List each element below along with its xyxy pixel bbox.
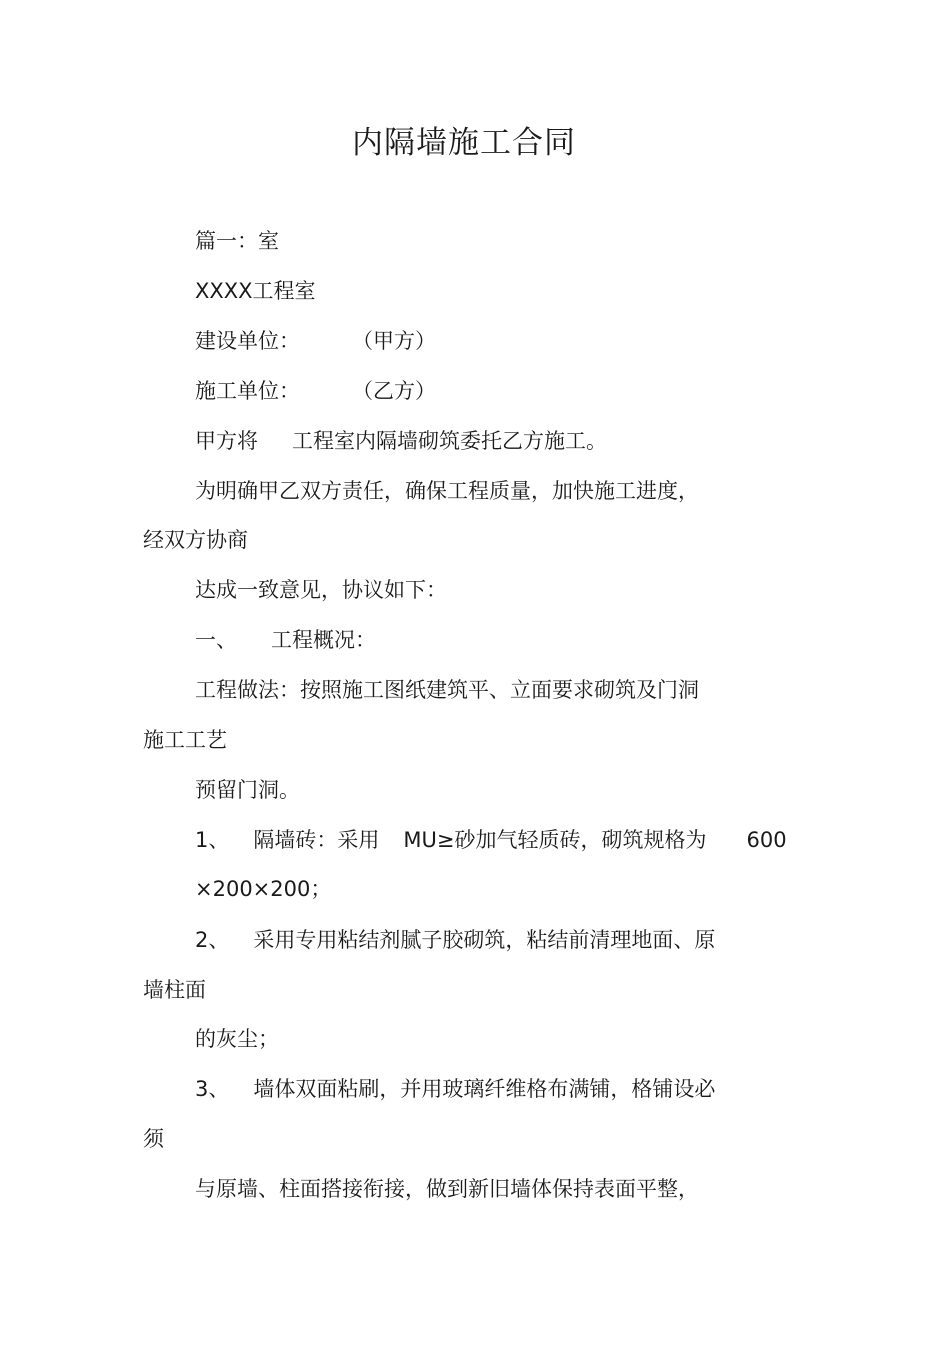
list-text: 600 (746, 828, 787, 852)
clause-title: 工程概况： (271, 628, 376, 652)
list-number: 2、 (195, 928, 230, 952)
party-a-line (195, 326, 436, 356)
body-paragraph-line: 为明确甲乙双方责任，确保工程质量，加快施工进度， (195, 479, 699, 503)
list-item-2 (195, 925, 715, 955)
list-item-3-cont: 与原墙、柱面搭接衔接，做到新旧墙体保持表面平整， (195, 1177, 699, 1201)
section-heading: 篇一：室 (195, 229, 279, 253)
body-paragraph-line: 工程做法：按照施工图纸建筑平、立面要求砌筑及门洞 (195, 678, 699, 702)
list-item-3-cont: 须 (143, 1127, 164, 1151)
list-text: MU≥砂加气轻质砖，砌筑规格为 (403, 828, 707, 852)
list-item-2-cont: 的灰尘； (195, 1027, 279, 1051)
list-item-1 (195, 825, 787, 855)
party-b-line (195, 376, 436, 406)
list-text: 墙体双面粘刷，并用玻璃纤维格布满铺，格铺设必 (253, 1077, 716, 1101)
commission-text-end: 工程室内隔墙砌筑委托乙方施工。 (292, 429, 607, 453)
clause-heading (195, 625, 376, 655)
party-a-label: 建设单位： (195, 329, 300, 353)
list-number: 3、 (195, 1077, 230, 1101)
list-item-3 (195, 1074, 715, 1104)
body-paragraph-line: 预留门洞。 (195, 778, 300, 802)
list-text: 隔墙砖：采用 (253, 828, 380, 852)
list-number: 1、 (195, 828, 230, 852)
list-text: 采用专用粘结剂腻子胶砌筑，粘结前清理地面、原 (253, 928, 716, 952)
body-paragraph-line: 经双方协商 (143, 528, 248, 552)
commission-line (195, 426, 607, 456)
commission-text-start: 甲方将 (195, 429, 258, 453)
party-b-label: 施工单位： (195, 379, 300, 403)
document-title: 内隔墙施工合同 (352, 125, 576, 161)
list-item-1-cont: ×200×200； (195, 877, 332, 901)
party-a-role: （甲方） (352, 329, 436, 353)
body-paragraph-line: 达成一致意见，协议如下： (195, 578, 447, 602)
body-paragraph-line: 施工工艺 (143, 728, 227, 752)
list-item-2-cont: 墙柱面 (143, 978, 206, 1002)
party-b-role: （乙方） (352, 379, 436, 403)
clause-number: 一、 (195, 628, 237, 652)
project-name-line: XXXX工程室 (195, 279, 316, 303)
